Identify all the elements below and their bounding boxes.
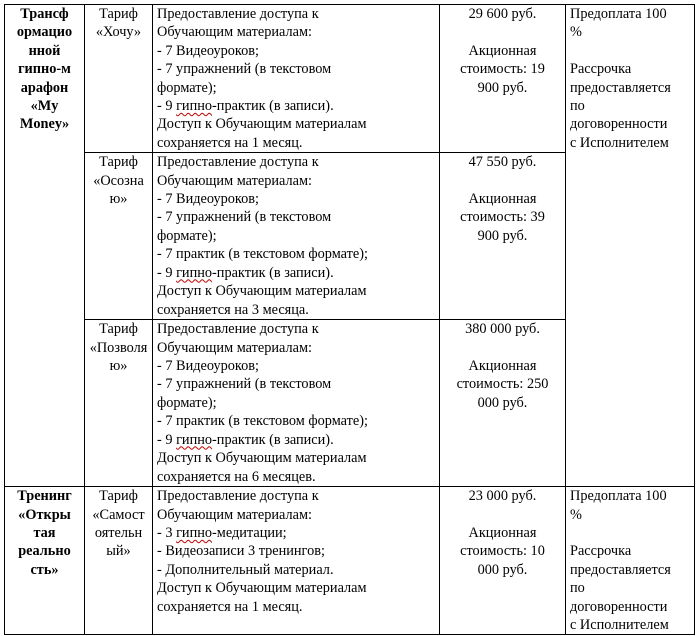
text-line: «Самост [92, 506, 145, 523]
text-line: сть» [30, 561, 59, 578]
text-line: формате); [157, 394, 217, 411]
paragraph-gap [444, 339, 561, 357]
text-line: сохраняется на 6 месяцев. [157, 468, 316, 485]
text-line: - 7 упражнений (в текстовом [157, 376, 332, 393]
text-line: Предоставление доступа к [157, 321, 319, 338]
text-line: - 7 упражнений (в текстовом [157, 61, 332, 78]
text-line [157, 97, 435, 115]
text-fragment: -практик (в записи). [212, 98, 334, 115]
text-line: Обучающим материалам: [157, 172, 312, 189]
text-line: реально [18, 543, 71, 560]
text-line: 29 600 руб. [468, 6, 537, 22]
text-line: Акционная [468, 191, 537, 208]
payment-cell [566, 5, 695, 487]
text-line: ю» [109, 358, 128, 375]
text-line: 380 000 руб. [465, 321, 540, 338]
text-line: договоренности [570, 116, 668, 133]
text-line [157, 524, 435, 542]
text-line: 900 руб. [477, 227, 528, 244]
text-line: - 7 практик (в текстовом формате); [157, 413, 368, 430]
paragraph-gap [444, 506, 561, 524]
text-line: 000 руб. [477, 561, 528, 578]
text-line: Рассрочка [570, 61, 632, 78]
text-line: 23 000 руб. [468, 488, 537, 505]
text-line: стоимость: 19 [460, 61, 545, 78]
text-line [157, 431, 435, 449]
text-line: «Осозна [93, 172, 144, 189]
text-line: стоимость: 250 [456, 376, 549, 393]
text-line: % [570, 24, 582, 41]
text-line: гипно-м [18, 61, 71, 78]
text-line: по [570, 580, 585, 597]
text-line: Предоплата 100 [570, 6, 667, 22]
text-line: - 7 упражнений (в текстовом [157, 209, 332, 226]
tariff-cell [85, 153, 153, 320]
text-line: Тренинг [17, 488, 72, 505]
text-line: 900 руб. [477, 79, 528, 96]
text-line: Акционная [468, 525, 537, 542]
text-line: предоставляется [570, 79, 671, 96]
text-line: «Позволя [89, 339, 148, 356]
text-line: тая [33, 525, 56, 542]
text-line: Предоставление доступа к [157, 488, 319, 505]
text-line: стоимость: 10 [460, 543, 545, 560]
tariff-cell [85, 320, 153, 487]
description-cell [153, 320, 440, 487]
text-line: Тариф [99, 488, 138, 505]
text-line: - Видеозаписи 3 тренингов; [157, 543, 325, 560]
description-cell [153, 487, 440, 635]
text-line: Доступ к Обучающим материалам [157, 283, 367, 300]
text-line: Обучающим материалам: [157, 339, 312, 356]
text-fragment: - 9 [157, 98, 177, 115]
paragraph-gap [570, 42, 690, 60]
text-line: сохраняется на 1 месяц. [157, 134, 303, 151]
text-fragment: -медитации; [212, 525, 287, 542]
text-line: - 7 Видеоуроков; [157, 358, 260, 375]
text-line: предоставляется [570, 561, 671, 578]
text-line: ый» [106, 543, 131, 560]
text-line: «Хочу» [95, 24, 142, 41]
product-cell [5, 487, 85, 635]
text-line: Предоплата 100 [570, 488, 667, 505]
paragraph-gap [444, 23, 561, 41]
text-line: по [570, 98, 585, 115]
price-cell [440, 487, 566, 635]
text-fragment: - 9 [157, 431, 177, 448]
spellcheck-word: гипно [176, 264, 213, 281]
spellcheck-word: гипно [176, 525, 213, 542]
text-line: Акционная [468, 42, 537, 59]
text-line: Тариф [99, 321, 138, 338]
text-line: «Откры [18, 506, 71, 523]
text-line: «My [30, 98, 59, 115]
description-cell [153, 5, 440, 153]
text-line: нной [28, 42, 61, 59]
text-line: договоренности [570, 598, 668, 615]
description-cell [153, 153, 440, 320]
text-line: 000 руб. [477, 394, 528, 411]
text-line: Акционная [468, 358, 537, 375]
spellcheck-word: гипно [176, 431, 213, 448]
text-line: Обучающим материалам: [157, 24, 312, 41]
text-line: - Дополнительный материал. [157, 561, 334, 578]
text-line: с Исполнителем [570, 134, 669, 151]
text-fragment: - 3 [157, 525, 177, 542]
payment-cell [566, 487, 695, 635]
paragraph-gap [444, 172, 561, 190]
text-line [157, 264, 435, 282]
text-fragment: -практик (в записи). [212, 264, 334, 281]
text-line: 47 550 руб. [468, 154, 537, 171]
paragraph-gap [570, 524, 690, 542]
text-line: оятельн [94, 525, 143, 542]
text-line: Трансф [20, 6, 69, 22]
text-line: ю» [109, 191, 128, 208]
table-row [5, 487, 695, 635]
text-fragment: - 9 [157, 264, 177, 281]
text-line: Обучающим материалам: [157, 506, 312, 523]
text-line: арафон [20, 79, 69, 96]
text-line: Доступ к Обучающим материалам [157, 116, 367, 133]
spellcheck-word: гипно [176, 98, 213, 115]
text-line: сохраняется на 1 месяц. [157, 598, 303, 615]
pricing-table [4, 4, 695, 635]
price-cell [440, 5, 566, 153]
text-fragment: -практик (в записи). [212, 431, 334, 448]
text-line: Предоставление доступа к [157, 154, 319, 171]
text-line: с Исполнителем [570, 617, 669, 634]
text-line: формате); [157, 227, 217, 244]
text-line: Доступ к Обучающим материалам [157, 580, 367, 597]
text-line: Доступ к Обучающим материалам [157, 450, 367, 467]
text-line: Предоставление доступа к [157, 6, 319, 22]
text-line: Тариф [99, 6, 138, 22]
text-line: Money» [19, 116, 70, 133]
text-line: - 7 Видеоуроков; [157, 42, 260, 59]
text-line: - 7 Видеоуроков; [157, 191, 260, 208]
text-line: % [570, 506, 582, 523]
tariff-cell [85, 487, 153, 635]
product-cell [5, 5, 85, 487]
table-row [5, 5, 695, 153]
price-cell [440, 320, 566, 487]
text-line: - 7 практик (в текстовом формате); [157, 246, 368, 263]
tariff-cell [85, 5, 153, 153]
price-cell [440, 153, 566, 320]
text-line: сохраняется на 3 месяца. [157, 301, 309, 318]
text-line: формате); [157, 79, 217, 96]
text-line: Тариф [99, 154, 138, 171]
text-line: Рассрочка [570, 543, 632, 560]
text-line: стоимость: 39 [460, 209, 545, 226]
text-line: ормацио [16, 24, 73, 41]
